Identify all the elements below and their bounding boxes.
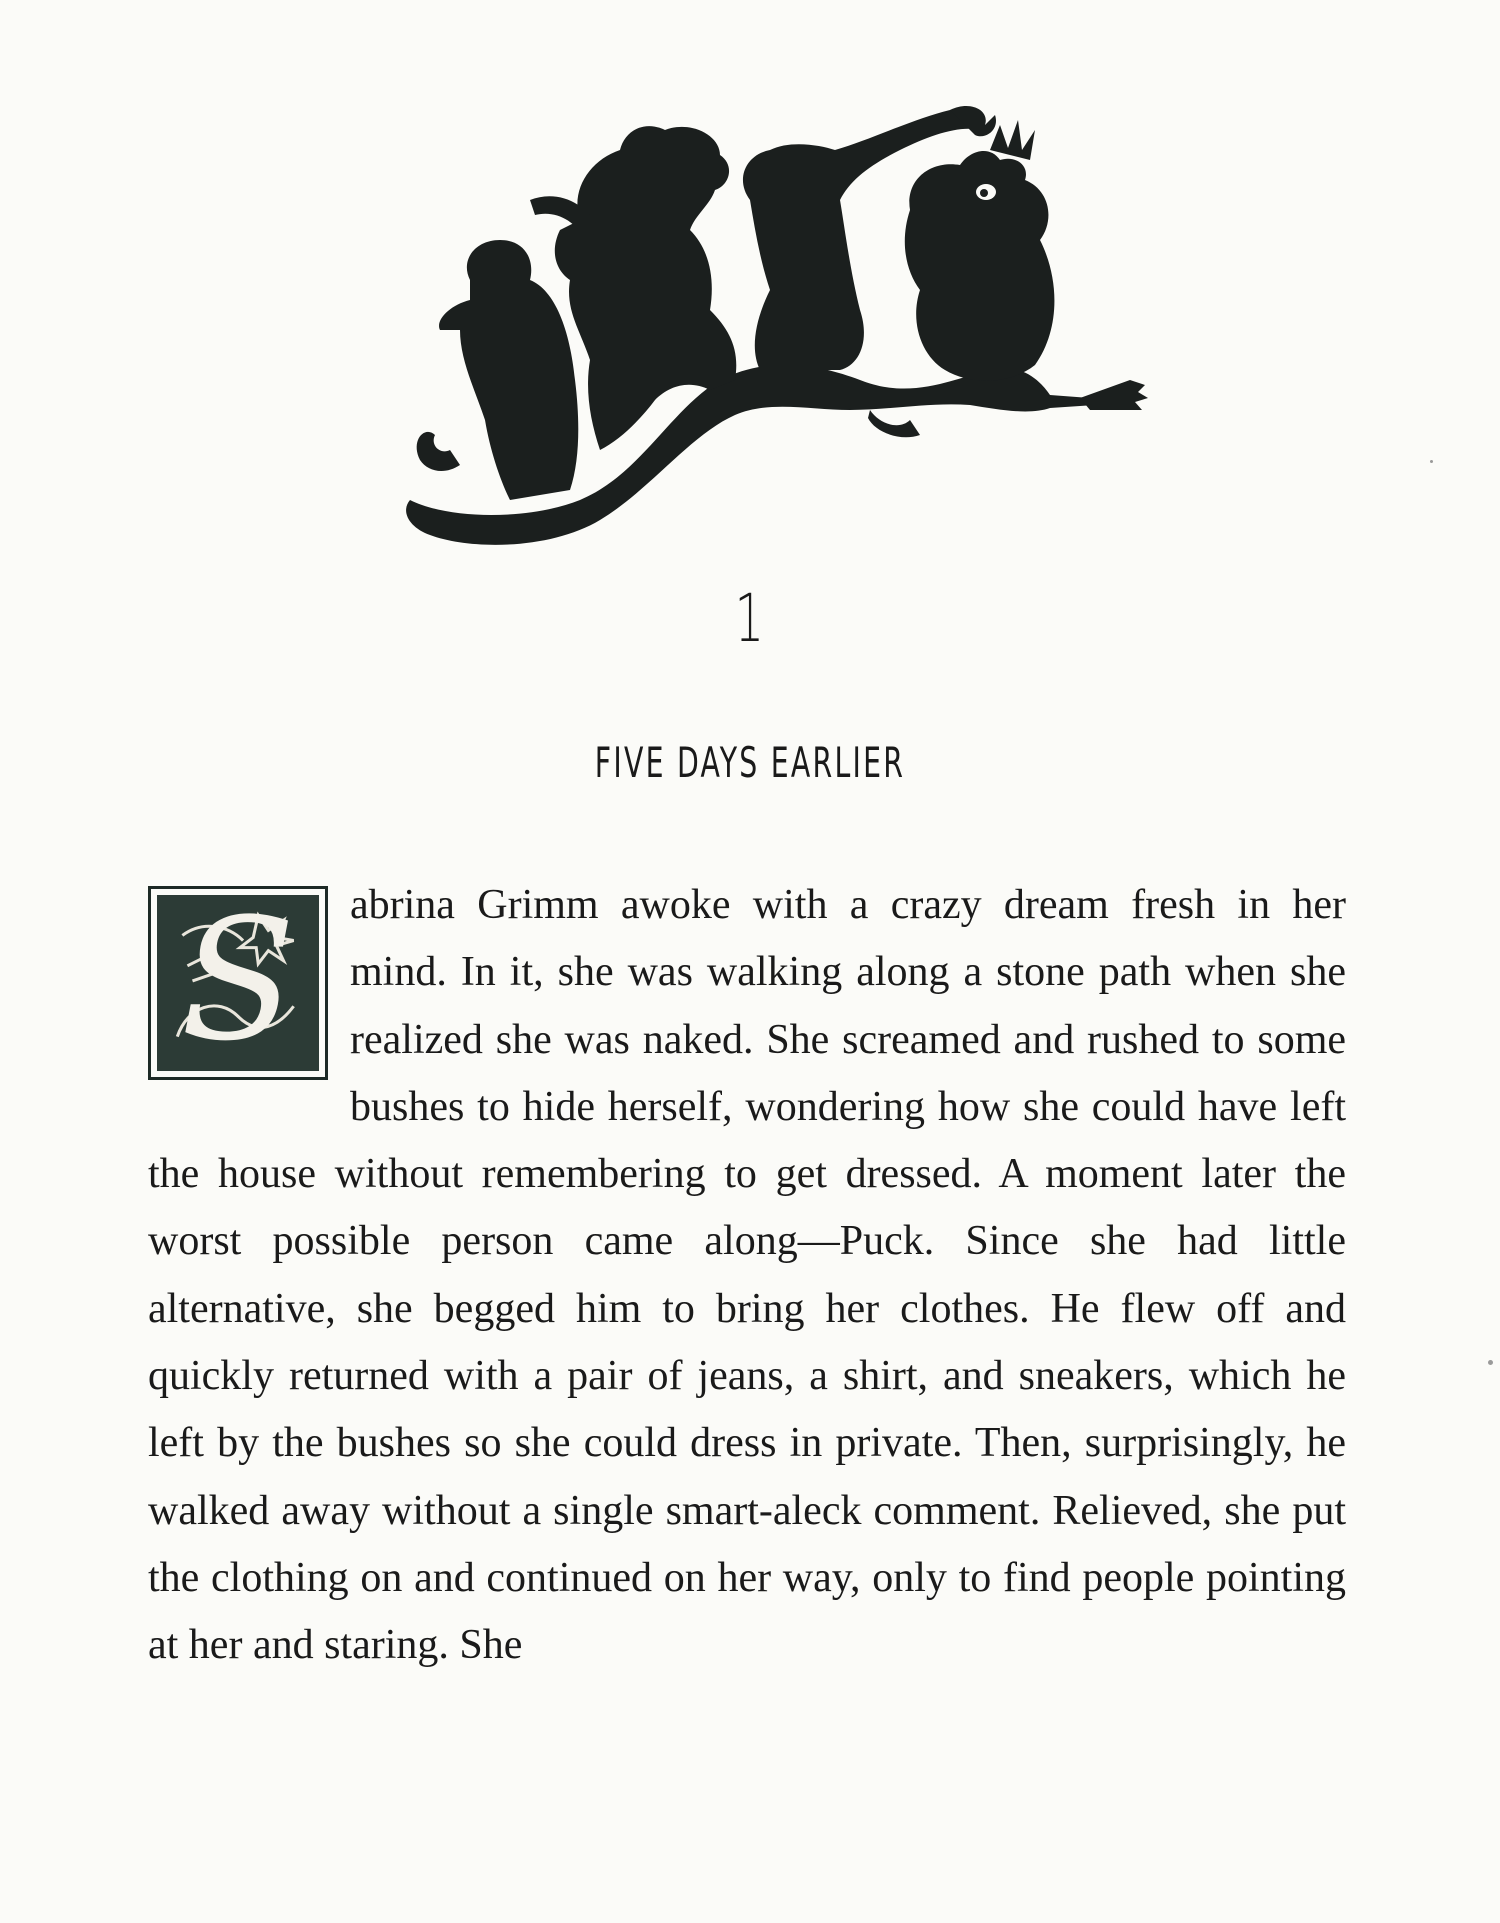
body-paragraph bbox=[148, 872, 1346, 1680]
scan-speck bbox=[1488, 1360, 1493, 1365]
ornamental-dropcap-icon bbox=[148, 886, 328, 1080]
dropcap-letter: S bbox=[180, 895, 296, 1071]
body-text: Grimm awoke with a crazy dream fresh in her mind. In it, she was walking along a stone path when she realized she was naked. She screamed and rushed to some bushes to hide herself, wondering how she could have left the house without remembering to get dressed. A moment later the worst possible person came along—Puck. Since she had little alternative, she begged him to bring her clothes. He flew off and quickly returned with a pair of jeans, a shirt, and sneakers, which he left by the bushes so she could dress in private. Then, surprisingly, he walked away without a single smart-aleck comment. Relieved, she put the clothing on and continued on her way, only to find people pointing at her and staring. She bbox=[148, 882, 1346, 1669]
chapter-title: FIVE DAYS EARLIER bbox=[594, 738, 906, 787]
chapter-number: 1 bbox=[734, 580, 766, 657]
scan-speck bbox=[1430, 460, 1433, 463]
first-word-remainder: abrina bbox=[350, 882, 455, 928]
family-silhouette-icon bbox=[390, 80, 1150, 550]
